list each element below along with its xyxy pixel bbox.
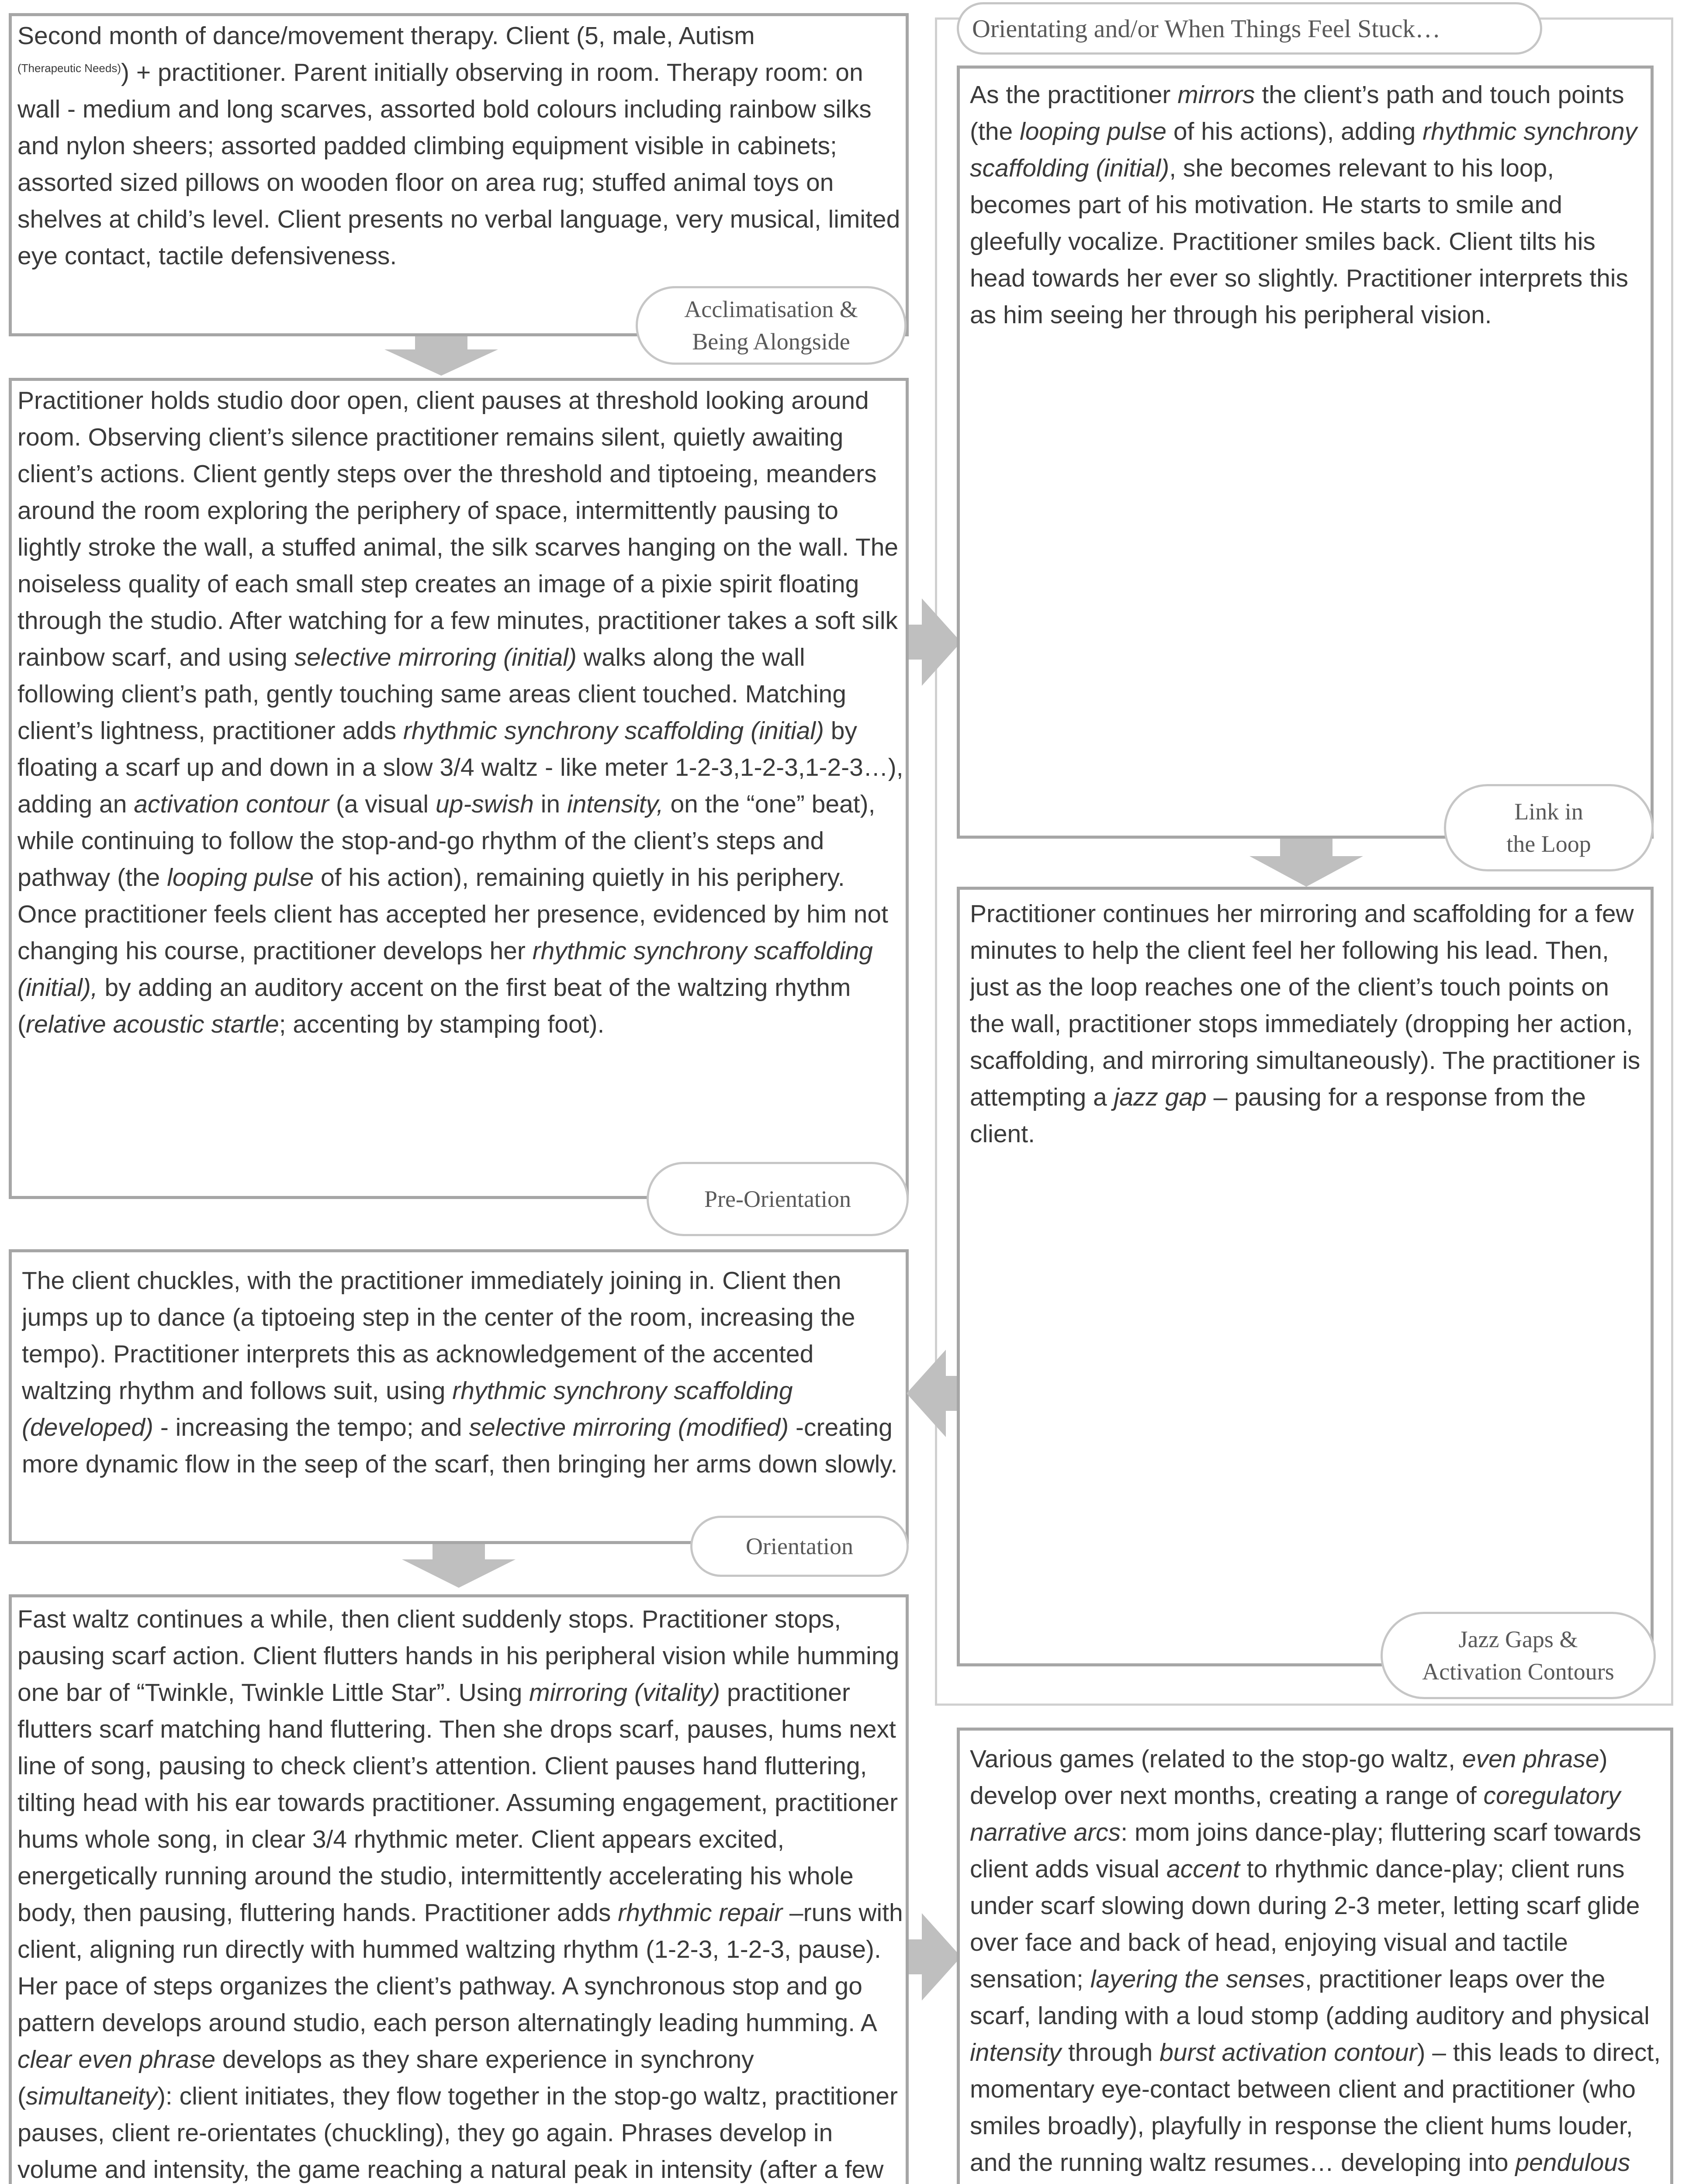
label-acclimatisation: Acclimatisation & Being Alongside: [636, 286, 907, 365]
intro-tiny-note: (Therapeutic Needs): [17, 62, 121, 75]
arrow-right-2: [909, 1913, 961, 2001]
arrow-left-1: [907, 1350, 959, 1437]
label-orientation: Orientation: [690, 1516, 909, 1577]
jazz-gaps-text: Practitioner continues her mirroring and scaffolding for a few minutes to help the client feel her following his lead. Then, just as the loop reaches one of the client’s touch points on the wall, practitioner stops immediately (dropping her action, scaffolding, and mirroring simultaneously). The practitioner is attempting a jazz gap – pausing for a response from the client.: [970, 900, 1640, 1148]
stuck-header: Orientating and/or When Things Feel Stuck…: [957, 2, 1542, 55]
intro-text: [17, 17, 904, 314]
intro-text-part1: Second month of dance/movement therapy. Client (5, male, Autism: [17, 22, 755, 50]
arrow-right-1: [909, 598, 961, 686]
link-loop-text: As the practitioner mirrors the client’s path and touch points (the looping pulse of his actions), adding rhythmic synchrony scaffolding (initial), she becomes relevant to his loop, becomes part of his motivation. He starts to smile and gleefully vocalize. Practitioner smiles back. Client tilts his head towards her ever so slightly. Practitioner interprets this as him seeing her through his peripheral vision.: [970, 81, 1637, 329]
label-link-loop: Link in the Loop: [1444, 784, 1654, 871]
pre-orientation-text: Practitioner holds studio door open, client pauses at threshold looking around room. Observing client’s silence practitioner remains silent, quietly awaiting client’s actions. Client gently steps over the threshold and tiptoeing, meanders around the room exploring the periphery of space, intermittently pausing to lightly stroke the wall, a stuffed animal, the silk scarves hanging on the wall. The noiseless quality of each small step creates an image of a pixie spirit floating through the studio. After watching for a few minutes, practitioner takes a soft silk rainbow scarf, and using selective mirroring (initial) walks along the wall following client’s path, gently touching same areas client touched. Matching client’s lightness, practitioner adds rhythmic synchrony scaffolding (initial) by floating a scarf up and down in a slow 3/4 waltz - like meter 1-2-3,1-2-3,1-2-3…), adding an activation contour (a visual up-swish in intensity, on the “one” beat), while continuing to follow the stop-and-go rhythm of the client’s steps and pathway (the looping pulse of his action), remaining quietly in his periphery. Once practitioner feels client has accepted her presence, evidenced by him not changing his course, practitioner develops her rhythmic synchrony scaffolding (initial), by adding an auditory accent on the first beat of the waltzing rhythm (relative acoustic startle; accenting by stamping foot).: [17, 387, 903, 1038]
arrow-down-1: [384, 336, 498, 376]
orientation-text: The client chuckles, with the practitioner immediately joining in. Client then jumps up to dance (a tiptoeing step in the center of the room, increasing the tempo). Practitioner interprets this as acknowledgement of the accented waltzing rhythm and follows suit, using rhythmic synchrony scaffolding (developed) - increasing the tempo; and selective mirroring (modified) -creating more dynamic flow in the seep of the scarf, then bringing her arms down slowly.: [22, 1267, 898, 1478]
building-game-text: Fast waltz continues a while, then client suddenly stops. Practitioner stops, pausing scarf action. Client flutters hands in his peripheral vision while humming one bar of “Twinkle, Twinkle Little Star”. Using mirroring (vitality) practitioner flutters scarf matching hand fluttering. Then she drops scarf, pauses, hums next line of song, pausing to check client’s attention. Client pauses hand fluttering, tilting head with his ear towards practitioner. Assuming engagement, practitioner hums whole song, in clear 3/4 rhythmic meter. Client appears excited, energetically running around the studio, intermittently accelerating his whole body, then pausing, fluttering hands. Practitioner adds rhythmic repair –runs with client, aligning run directly with hummed waltzing rhythm (1-2-3, 1-2-3, pause). Her pace of steps organizes the client’s pathway. A synchronous stop and go pattern develops around studio, each person alternatingly leading humming. A clear even phrase develops as they share experience in synchrony (simultaneity): client initiates, they flow together in the stop-go waltz, practitioner pauses, client re-orientates (chuckling), they go again. Phrases develop in volume and intensity, the game reaching a natural peak in intensity (after a few: [17, 1605, 903, 2184]
tonescapes-text: Various games (related to the stop-go waltz, even phrase) develop over next months, creating a range of coregulatory narrative arcs: mom joins dance-play; fluttering scarf towards client adds visual accent to rhythmic dance-play; client runs under scarf slowing down during 2-3 meter, letting scarf glide over face and back of head, enjoying visual and tactile sensation; layering the senses, practitioner leaps over the scarf, landing with a loud stomp (adding auditory and physical intensity through burst activation contour) – this leads to direct, momentary eye-contact between client and practitioner (who smiles broadly), playfully in response the client hums louder, and the running waltz resumes… developing into pendulous: [970, 1745, 1661, 2177]
arrow-down-3: [1249, 839, 1363, 887]
label-pre-orientation: Pre-Orientation: [647, 1162, 909, 1236]
label-jazz-gaps: Jazz Gaps & Activation Contours: [1381, 1612, 1656, 1699]
intro-text-part2: ) + practitioner. Parent initially observing in room. Therapy room: on wall - medium and long scarves, assorted bold colours including rainbow silks and nylon sheers; assorted padded climbing equipment visible in cabinets; assorted sized pillows on wooden floor on area rug; stuffed animal toys on shelves at child’s level. Client presents no verbal language, very musical, limited eye contact, tactile defensiveness.: [17, 59, 900, 270]
arrow-down-2: [402, 1544, 516, 1588]
